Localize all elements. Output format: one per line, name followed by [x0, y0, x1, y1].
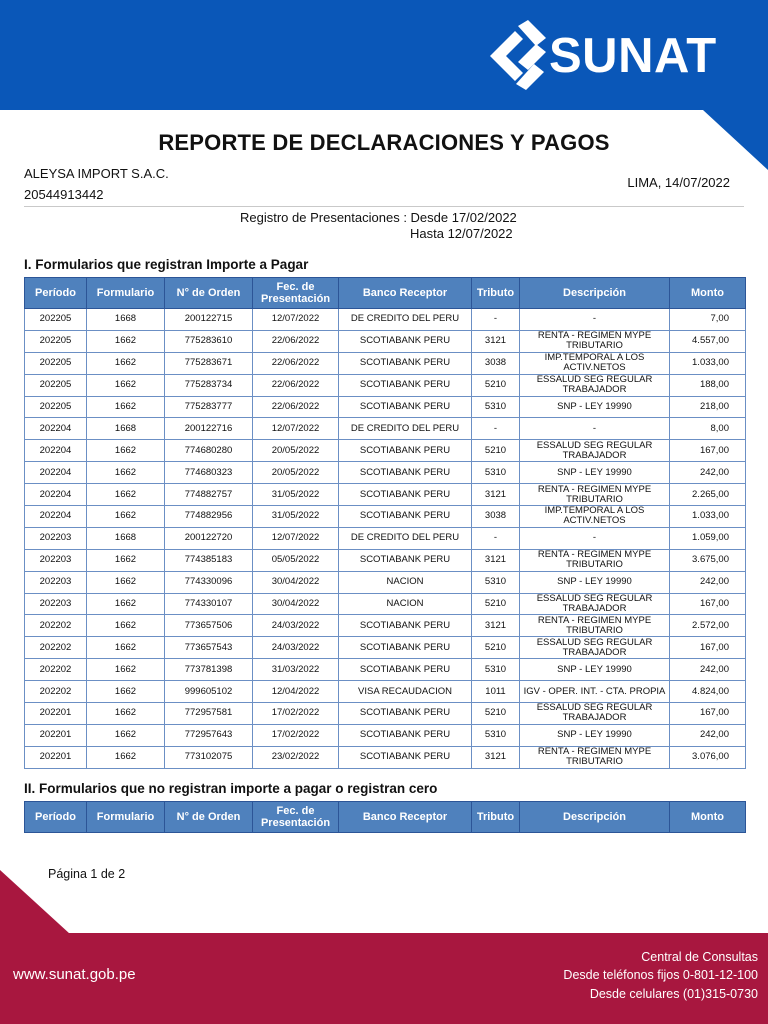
col-monto-cell: 7,00	[670, 309, 746, 331]
col-periodo-cell: 202202	[25, 615, 87, 637]
footer-landline-phone: Desde teléfonos fijos 0-801-12-100	[563, 968, 758, 982]
col-formulario-cell: 1662	[87, 681, 165, 703]
col-tributo-cell: 3121	[472, 330, 520, 352]
col-periodo-header: Período	[25, 278, 87, 309]
col-periodo-cell: 202205	[25, 309, 87, 331]
col-banco-cell: SCOTIABANK PERU	[339, 659, 472, 681]
col-descripcion-cell: SNP - LEY 19990	[520, 462, 670, 484]
col-fecha-cell: 12/07/2022	[253, 309, 339, 331]
col-descripcion-cell: RENTA - REGIMEN MYPE TRIBUTARIO	[520, 746, 670, 768]
col-fecha-cell: 31/05/2022	[253, 484, 339, 506]
col-periodo-cell: 202204	[25, 484, 87, 506]
col-formulario-cell: 1662	[87, 637, 165, 659]
col-monto-cell: 3.076,00	[670, 746, 746, 768]
col-formulario-cell: 1668	[87, 527, 165, 549]
table-row	[25, 418, 746, 440]
col-banco-cell: DE CREDITO DEL PERU	[339, 527, 472, 549]
col-monto-cell: 3.675,00	[670, 549, 746, 571]
col-formulario-cell: 1662	[87, 549, 165, 571]
col-banco-cell: SCOTIABANK PERU	[339, 746, 472, 768]
col-banco-cell: SCOTIABANK PERU	[339, 440, 472, 462]
col-periodo-cell: 202205	[25, 352, 87, 374]
col-descripcion-cell: IMP.TEMPORAL A LOS ACTIV.NETOS	[520, 352, 670, 374]
col-tributo-cell: 3121	[472, 484, 520, 506]
table-header-row	[25, 802, 746, 833]
col-periodo-cell: 202201	[25, 703, 87, 725]
col-orden-cell: 773657543	[165, 637, 253, 659]
col-monto-header: Monto	[670, 278, 746, 309]
table-row	[25, 593, 746, 615]
col-periodo-cell: 202202	[25, 659, 87, 681]
col-tributo-cell: 5210	[472, 374, 520, 396]
table-row	[25, 703, 746, 725]
col-orden-cell: 774680280	[165, 440, 253, 462]
col-orden-header: N° de Orden	[165, 278, 253, 309]
logo-wordmark: SUNAT	[549, 29, 717, 83]
col-descripcion-cell: -	[520, 418, 670, 440]
col-periodo-cell: 202204	[25, 440, 87, 462]
col-periodo-cell: 202204	[25, 462, 87, 484]
col-orden-cell: 773781398	[165, 659, 253, 681]
table-row	[25, 746, 746, 768]
footer-contact-title: Central de Consultas	[641, 950, 758, 964]
section-2-title: II. Formularios que no registran importe a pagar o registran cero	[24, 781, 438, 796]
col-orden-cell: 774680323	[165, 462, 253, 484]
col-descripcion-cell: ESSALUD SEG REGULAR TRABAJADOR	[520, 593, 670, 615]
col-tributo-cell: 5210	[472, 593, 520, 615]
date-range-from: Registro de Presentaciones : Desde 17/02/2022	[240, 210, 517, 225]
col-formulario-cell: 1668	[87, 418, 165, 440]
col-fecha-cell: 17/02/2022	[253, 724, 339, 746]
col-periodo-cell: 202201	[25, 724, 87, 746]
col-tributo-cell: 5210	[472, 440, 520, 462]
col-fecha-cell: 12/07/2022	[253, 418, 339, 440]
col-tributo-cell: -	[472, 418, 520, 440]
col-orden-cell: 775283610	[165, 330, 253, 352]
col-banco-cell: SCOTIABANK PERU	[339, 724, 472, 746]
col-fecha-cell: 20/05/2022	[253, 440, 339, 462]
zero-amount-table	[24, 801, 746, 833]
col-banco-cell: NACION	[339, 571, 472, 593]
col-formulario-cell: 1662	[87, 484, 165, 506]
col-tributo-cell: 5310	[472, 462, 520, 484]
col-orden-cell: 774882757	[165, 484, 253, 506]
col-periodo-cell: 202203	[25, 549, 87, 571]
col-tributo-cell: 3038	[472, 352, 520, 374]
col-fecha-cell: 05/05/2022	[253, 549, 339, 571]
col-formulario-cell: 1662	[87, 724, 165, 746]
col-formulario-cell: 1662	[87, 703, 165, 725]
col-descripcion-cell: SNP - LEY 19990	[520, 724, 670, 746]
col-fecha-cell: 30/04/2022	[253, 593, 339, 615]
col-monto-cell: 242,00	[670, 571, 746, 593]
table-row	[25, 615, 746, 637]
col-periodo-cell: 202203	[25, 527, 87, 549]
col-monto-cell: 242,00	[670, 724, 746, 746]
col-monto-cell: 188,00	[670, 374, 746, 396]
col-formulario-cell: 1662	[87, 746, 165, 768]
col-fecha-cell: 30/04/2022	[253, 571, 339, 593]
col-banco-cell: SCOTIABANK PERU	[339, 330, 472, 352]
col-orden-header: N° de Orden	[165, 802, 253, 833]
col-orden-cell: 774385183	[165, 549, 253, 571]
col-periodo-cell: 202203	[25, 571, 87, 593]
col-tributo-cell: 3121	[472, 746, 520, 768]
col-orden-cell: 773657506	[165, 615, 253, 637]
col-formulario-header: Formulario	[87, 802, 165, 833]
divider	[24, 206, 744, 207]
col-monto-cell: 1.033,00	[670, 352, 746, 374]
col-orden-cell: 772957581	[165, 703, 253, 725]
table-row	[25, 309, 746, 331]
col-descripcion-cell: -	[520, 309, 670, 331]
col-formulario-cell: 1662	[87, 440, 165, 462]
col-orden-cell: 200122720	[165, 527, 253, 549]
col-tributo-cell: 5210	[472, 637, 520, 659]
col-descripcion-cell: IGV - OPER. INT. - CTA. PROPIA	[520, 681, 670, 703]
table-row	[25, 549, 746, 571]
table-row	[25, 506, 746, 528]
col-formulario-cell: 1662	[87, 352, 165, 374]
footer-website-link[interactable]: www.sunat.gob.pe	[13, 966, 136, 983]
footer-mobile-phone: Desde celulares (01)315-0730	[589, 987, 758, 1001]
col-fecha-cell: 12/04/2022	[253, 681, 339, 703]
col-descripcion-cell: ESSALUD SEG REGULAR TRABAJADOR	[520, 440, 670, 462]
col-periodo-cell: 202205	[25, 396, 87, 418]
col-formulario-cell: 1662	[87, 374, 165, 396]
col-monto-cell: 242,00	[670, 462, 746, 484]
table-row	[25, 637, 746, 659]
col-descripcion-cell: SNP - LEY 19990	[520, 659, 670, 681]
col-periodo-cell: 202202	[25, 681, 87, 703]
col-fecha-cell: 22/06/2022	[253, 396, 339, 418]
col-orden-cell: 200122716	[165, 418, 253, 440]
col-tributo-cell: 5310	[472, 724, 520, 746]
table-row	[25, 374, 746, 396]
col-descripcion-cell: ESSALUD SEG REGULAR TRABAJADOR	[520, 703, 670, 725]
col-descripcion-cell: IMP.TEMPORAL A LOS ACTIV.NETOS	[520, 506, 670, 528]
col-fecha-cell: 20/05/2022	[253, 462, 339, 484]
col-banco-cell: SCOTIABANK PERU	[339, 549, 472, 571]
col-formulario-cell: 1662	[87, 396, 165, 418]
col-tributo-cell: 1011	[472, 681, 520, 703]
col-orden-cell: 775283777	[165, 396, 253, 418]
col-descripcion-cell: -	[520, 527, 670, 549]
col-descripcion-cell: SNP - LEY 19990	[520, 396, 670, 418]
col-monto-cell: 167,00	[670, 703, 746, 725]
date-range-to: Hasta 12/07/2022	[410, 226, 513, 241]
col-formulario-header: Formulario	[87, 278, 165, 309]
col-monto-cell: 167,00	[670, 593, 746, 615]
payments-table	[24, 277, 746, 769]
col-formulario-cell: 1662	[87, 659, 165, 681]
col-periodo-cell: 202201	[25, 746, 87, 768]
col-descripcion-cell: RENTA - REGIMEN MYPE TRIBUTARIO	[520, 484, 670, 506]
col-banco-cell: SCOTIABANK PERU	[339, 374, 472, 396]
col-periodo-cell: 202205	[25, 330, 87, 352]
col-orden-cell: 772957643	[165, 724, 253, 746]
col-fecha-cell: 31/05/2022	[253, 506, 339, 528]
col-formulario-cell: 1668	[87, 309, 165, 331]
col-descripcion-cell: RENTA - REGIMEN MYPE TRIBUTARIO	[520, 330, 670, 352]
col-tributo-cell: 3038	[472, 506, 520, 528]
col-descripcion-cell: RENTA - REGIMEN MYPE TRIBUTARIO	[520, 615, 670, 637]
col-tributo-cell: -	[472, 309, 520, 331]
col-periodo-cell: 202204	[25, 418, 87, 440]
col-banco-header: Banco Receptor	[339, 802, 472, 833]
table-row	[25, 440, 746, 462]
col-banco-cell: DE CREDITO DEL PERU	[339, 418, 472, 440]
col-orden-cell: 774330096	[165, 571, 253, 593]
col-monto-cell: 167,00	[670, 440, 746, 462]
col-descripcion-cell: ESSALUD SEG REGULAR TRABAJADOR	[520, 374, 670, 396]
table-row	[25, 527, 746, 549]
col-monto-cell: 218,00	[670, 396, 746, 418]
col-tributo-header: Tributo	[472, 802, 520, 833]
col-orden-cell: 999605102	[165, 681, 253, 703]
report-title: REPORTE DE DECLARACIONES Y PAGOS	[158, 130, 610, 155]
col-monto-header: Monto	[670, 802, 746, 833]
col-fecha-cell: 22/06/2022	[253, 352, 339, 374]
table-row	[25, 681, 746, 703]
col-descripcion-header: Descripción	[520, 278, 670, 309]
col-fecha-cell: 23/02/2022	[253, 746, 339, 768]
col-banco-cell: SCOTIABANK PERU	[339, 506, 472, 528]
col-tributo-cell: 5310	[472, 571, 520, 593]
col-formulario-cell: 1662	[87, 593, 165, 615]
col-banco-cell: SCOTIABANK PERU	[339, 462, 472, 484]
col-banco-header: Banco Receptor	[339, 278, 472, 309]
col-periodo-cell: 202203	[25, 593, 87, 615]
col-fecha-cell: 24/03/2022	[253, 615, 339, 637]
col-banco-cell: VISA RECAUDACION	[339, 681, 472, 703]
col-descripcion-cell: ESSALUD SEG REGULAR TRABAJADOR	[520, 637, 670, 659]
col-tributo-header: Tributo	[472, 278, 520, 309]
col-fecha-cell: 12/07/2022	[253, 527, 339, 549]
col-descripcion-cell: RENTA - REGIMEN MYPE TRIBUTARIO	[520, 549, 670, 571]
col-formulario-cell: 1662	[87, 506, 165, 528]
col-monto-cell: 4.824,00	[670, 681, 746, 703]
table-row	[25, 352, 746, 374]
col-orden-cell: 775283734	[165, 374, 253, 396]
col-fecha-cell: 22/06/2022	[253, 374, 339, 396]
col-formulario-cell: 1662	[87, 615, 165, 637]
col-tributo-cell: 5310	[472, 659, 520, 681]
col-periodo-cell: 202202	[25, 637, 87, 659]
place-date: LIMA, 14/07/2022	[627, 175, 730, 190]
col-monto-cell: 1.059,00	[670, 527, 746, 549]
col-fecha-header: Fec. de Presentación	[253, 802, 339, 833]
col-descripcion-header: Descripción	[520, 802, 670, 833]
table-row	[25, 659, 746, 681]
table-row	[25, 330, 746, 352]
company-name: ALEYSA IMPORT S.A.C.	[24, 166, 169, 181]
col-banco-cell: SCOTIABANK PERU	[339, 396, 472, 418]
col-fecha-cell: 31/03/2022	[253, 659, 339, 681]
col-fecha-header: Fec. de Presentación	[253, 278, 339, 309]
col-banco-cell: SCOTIABANK PERU	[339, 637, 472, 659]
table-row	[25, 571, 746, 593]
footer-corner-decoration	[0, 870, 768, 934]
col-fecha-cell: 17/02/2022	[253, 703, 339, 725]
col-orden-cell: 773102075	[165, 746, 253, 768]
col-tributo-cell: 3121	[472, 549, 520, 571]
pagination: Página 1 de 2	[48, 867, 126, 881]
col-orden-cell: 200122715	[165, 309, 253, 331]
col-tributo-cell: -	[472, 527, 520, 549]
col-orden-cell: 774330107	[165, 593, 253, 615]
col-periodo-header: Período	[25, 802, 87, 833]
col-monto-cell: 1.033,00	[670, 506, 746, 528]
col-tributo-cell: 3121	[472, 615, 520, 637]
table-row	[25, 462, 746, 484]
col-monto-cell: 8,00	[670, 418, 746, 440]
table-row	[25, 484, 746, 506]
col-formulario-cell: 1662	[87, 330, 165, 352]
col-descripcion-cell: SNP - LEY 19990	[520, 571, 670, 593]
table-row	[25, 396, 746, 418]
col-orden-cell: 774882956	[165, 506, 253, 528]
ruc-number: 20544913442	[24, 187, 104, 202]
col-monto-cell: 242,00	[670, 659, 746, 681]
col-monto-cell: 2.265,00	[670, 484, 746, 506]
col-monto-cell: 2.572,00	[670, 615, 746, 637]
col-banco-cell: SCOTIABANK PERU	[339, 703, 472, 725]
col-banco-cell: DE CREDITO DEL PERU	[339, 309, 472, 331]
table-header-row	[25, 278, 746, 309]
col-monto-cell: 4.557,00	[670, 330, 746, 352]
col-fecha-cell: 24/03/2022	[253, 637, 339, 659]
col-monto-cell: 167,00	[670, 637, 746, 659]
col-periodo-cell: 202204	[25, 506, 87, 528]
col-tributo-cell: 5210	[472, 703, 520, 725]
section-1-title: I. Formularios que registran Importe a Pagar	[24, 257, 309, 272]
col-formulario-cell: 1662	[87, 462, 165, 484]
table-row	[25, 724, 746, 746]
col-banco-cell: NACION	[339, 593, 472, 615]
col-formulario-cell: 1662	[87, 571, 165, 593]
col-banco-cell: SCOTIABANK PERU	[339, 615, 472, 637]
col-tributo-cell: 5310	[472, 396, 520, 418]
col-banco-cell: SCOTIABANK PERU	[339, 352, 472, 374]
col-periodo-cell: 202205	[25, 374, 87, 396]
col-orden-cell: 775283671	[165, 352, 253, 374]
col-fecha-cell: 22/06/2022	[253, 330, 339, 352]
col-banco-cell: SCOTIABANK PERU	[339, 484, 472, 506]
